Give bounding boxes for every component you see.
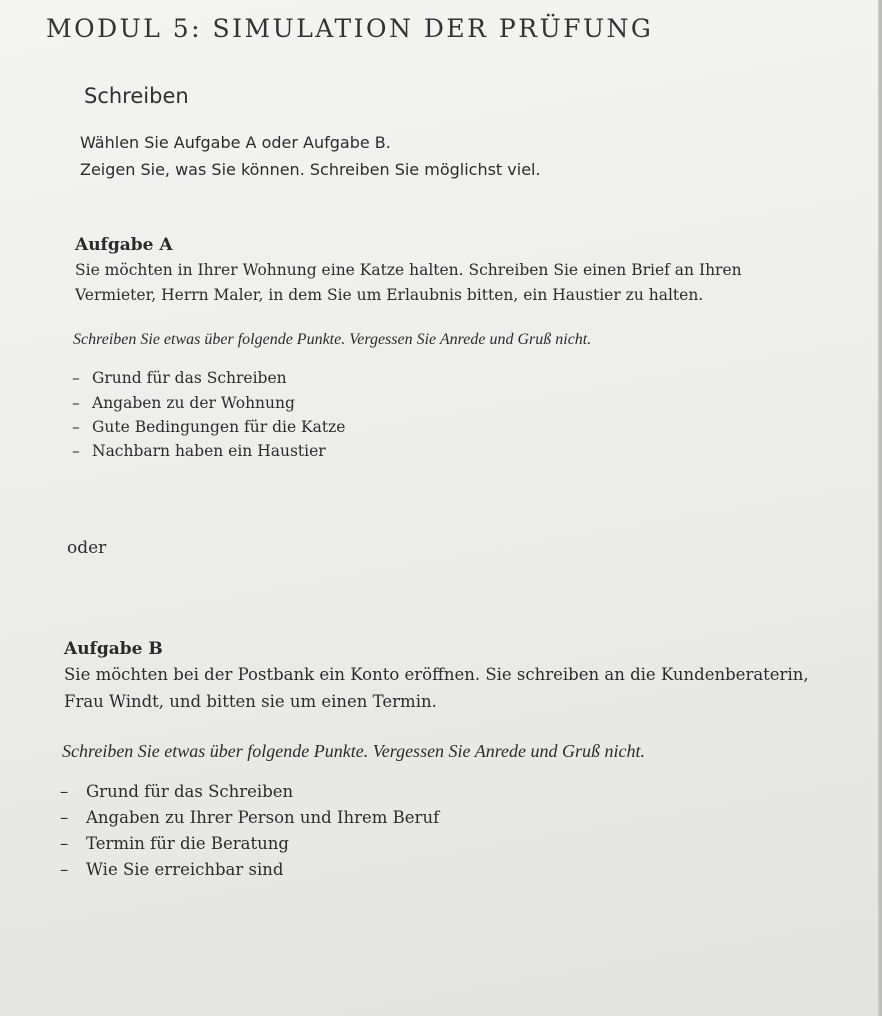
bullet-dash: – — [60, 834, 69, 853]
task-b-heading: Aufgabe B — [64, 639, 163, 659]
task-a-point-text: Angaben zu der Wohnung — [92, 394, 295, 412]
or-separator: oder — [67, 538, 107, 558]
task-a-point — [72, 369, 287, 387]
task-a-point-text: Nachbarn haben ein Haustier — [92, 442, 326, 460]
bullet-dash: – — [60, 860, 69, 879]
task-b-note: Schreiben Sie etwas über folgende Punkte. Vergessen Sie Anrede und Gruß nicht. — [62, 741, 646, 761]
module-title: MODUL 5: SIMULATION DER PRÜFUNG — [46, 14, 654, 43]
bullet-dash: – — [72, 369, 80, 387]
bullet-dash: – — [72, 442, 80, 460]
page-edge — [878, 0, 882, 1016]
task-b-point — [60, 808, 439, 827]
bullet-dash: – — [72, 394, 80, 412]
task-a-point — [72, 442, 326, 460]
task-a-point-text: Grund für das Schreiben — [92, 369, 287, 387]
task-b-text-line: Frau Windt, und bitten sie um einen Termin. — [64, 692, 437, 711]
task-b-point-text: Termin für die Beratung — [86, 834, 289, 853]
bullet-dash: – — [60, 782, 69, 801]
bullet-dash: – — [60, 808, 69, 827]
task-b-point — [60, 834, 289, 853]
task-b-point-text: Wie Sie erreichbar sind — [86, 860, 284, 879]
task-a-text-line: Sie möchten in Ihrer Wohnung eine Katze halten. Schreiben Sie einen Brief an Ihren — [75, 261, 742, 279]
task-b-point — [60, 782, 293, 801]
task-b-text-line: Sie möchten bei der Postbank ein Konto eröffnen. Sie schreiben an die Kundenberaterin, — [64, 665, 809, 684]
task-a-point — [72, 394, 295, 412]
bullet-dash: – — [72, 418, 80, 436]
task-b-point — [60, 860, 283, 879]
task-a-note: Schreiben Sie etwas über folgende Punkte. Vergessen Sie Anrede und Gruß nicht. — [73, 331, 592, 348]
task-a-heading: Aufgabe A — [75, 235, 173, 255]
instruction-line: Zeigen Sie, was Sie können. Schreiben Sie möglichst viel. — [80, 160, 541, 179]
task-b-point-text: Grund für das Schreiben — [86, 782, 294, 801]
instruction-line: Wählen Sie Aufgabe A oder Aufgabe B. — [80, 133, 391, 152]
task-b-point-text: Angaben zu Ihrer Person und Ihrem Beruf — [86, 808, 440, 827]
task-a-point-text: Gute Bedingungen für die Katze — [92, 418, 346, 436]
section-title: Schreiben — [84, 84, 189, 108]
task-a-text-line: Vermieter, Herrn Maler, in dem Sie um Erlaubnis bitten, ein Haustier zu halten. — [75, 286, 704, 304]
task-a-point — [72, 418, 345, 436]
